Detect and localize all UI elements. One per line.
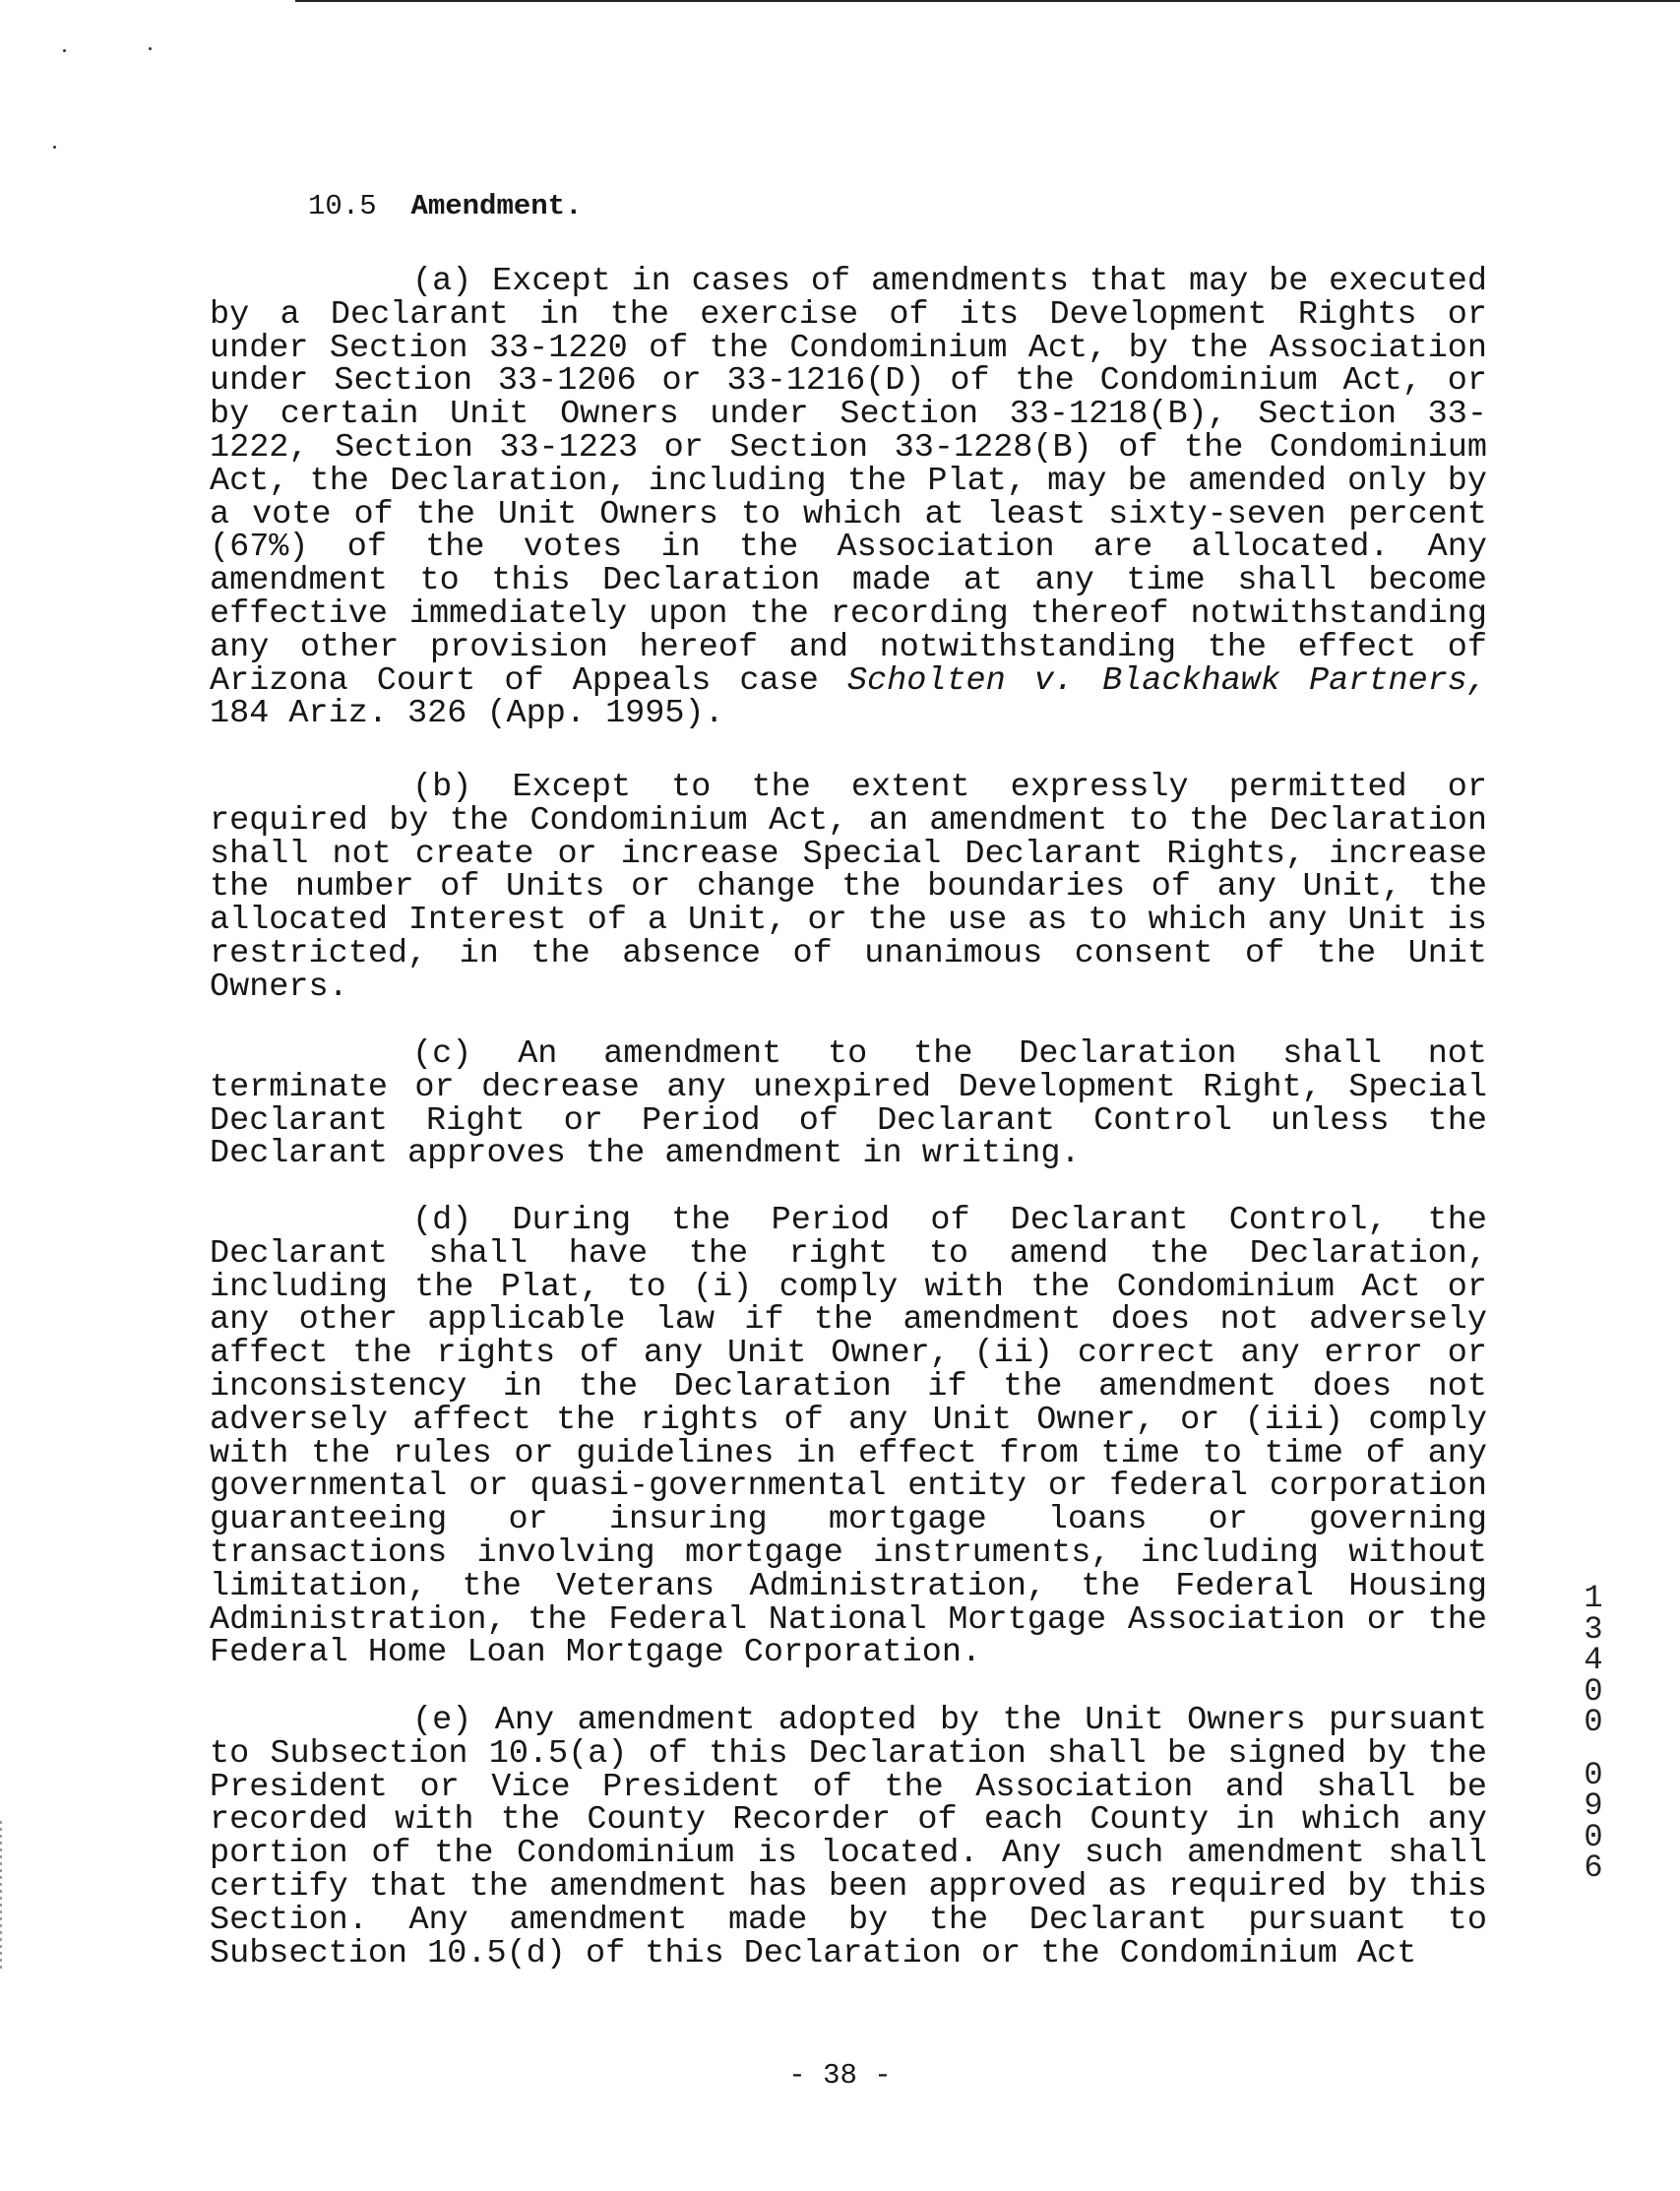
paragraph-c-label: (c) [412,1035,472,1073]
recording-number [1579,1580,1608,1886]
paragraph-c-text: An amendment to the Declaration shall not terminate or decrease any unexpired Development Right, Special Declarant Right or Period of Declarant Control unless the Declarant approves the amendment in writing. [210,1035,1488,1173]
paragraph-c [210,1035,1488,1173]
paragraph-a-text: Except in cases of amendments that may be executed by a Declarant in the exercise of its Development Rights or under Section 33-1220 of the Condominium Act, by the Association under Section 33-1206 or 33-1216(D) of the Condominium Act, or by certain Unit Owners under Section 33-1218(B), Section 33-1222, Section 33-1223 or Section 33-1228(B) of the Condominium Act, the Declaration, including the Plat, may be amended only by a vote of the Unit Owners to which at least sixty-seven percent (67%) of the votes in the Association are allocated. Any amendment to this Declaration made at any time shall become effective immediately upon the recording thereof notwithstanding any other provision hereof and notwithstanding the effect of Arizona Court of Appeals case [210,263,1487,700]
paragraph-d-text: During the Period of Declarant Control, the Declarant shall have the right to amend the Declaration, including the Plat, to (i) comply with the Condominium Act or any other applicable law if the amendment does not adversely affect the rights of any Unit Owner, (ii) correct any error or inconsistency in the Declaration if the amendment does not adversely affect the rights of any Unit Owner, or (iii) comply with the rules or guidelines in effect from time to time of any governmental or quasi-governmental entity or federal corporation guaranteeing or insuring mortgage loans or governing transactions involving mortgage instruments, including without limitation, the Veterans Administration, the Federal Housing Administration, the Federal National Mortgage Association or the Federal Home Loan Mortgage Corporation. [210,1202,1487,1672]
page-number: - 38 - [788,2059,892,2092]
recording-digit: 3 [1584,1610,1603,1648]
paragraph-b-label: (b) [412,769,472,806]
section-title: Amendment. [410,190,583,222]
paragraph-a [210,263,1488,733]
recording-digit: 6 [1584,1849,1603,1886]
recording-digit: 4 [1584,1642,1603,1678]
recording-digit: 0 [1584,1672,1603,1710]
scan-speck [53,146,56,149]
recording-digit: 0 [1584,1704,1603,1740]
paragraph-e-label: (e) [412,1702,472,1739]
paragraph-e-text: Any amendment adopted by the Unit Owners pursuant to Subsection 10.5(a) of this Declaration shall be signed by the President or Vice President of the Association and shall be recorded with the County Recorder of each County in which any portion of the Condominium is located. Any such amendment shall certify that the amendment has been approved as required by this Section. Any amendment made by the Declarant pursuant to Subsection 10.5(d) of this Declaration or the Condominium Act [210,1702,1487,1972]
scan-speck [149,47,152,50]
scan-speck [63,49,66,52]
recording-digit: 0 [1584,1818,1603,1855]
paragraph-b [210,769,1487,1006]
scan-edge-mark [0,1821,2,1969]
top-border-line [295,0,1680,2]
paragraph-a-label: (a) [412,263,472,300]
paragraph-b-text: Except to the extent expressly permitted or required by the Condominium Act, an amendment to the Declaration shall not create or increase Special Declarant Rights, increase the number of Units or change the boundaries of any Unit, the allocated Interest of a Unit, or the use as to which any Unit is restricted, in the absence of unanimous consent of the Unit Owners. [210,769,1487,1006]
case-citation: Scholten v. Blackhawk Partners, [846,661,1488,700]
recording-digit: 0 [1584,1756,1603,1793]
section-number: 10.5 [308,190,377,222]
recording-digit: 9 [1584,1787,1603,1824]
paragraph-d [210,1202,1487,1672]
paragraph-d-label: (d) [412,1202,472,1239]
recording-digit: 1 [1584,1580,1603,1616]
paragraph-a-citation-tail: 184 Ariz. 326 (App. 1995). [210,695,724,733]
section-heading [308,190,582,223]
paragraph-e [210,1702,1487,1972]
